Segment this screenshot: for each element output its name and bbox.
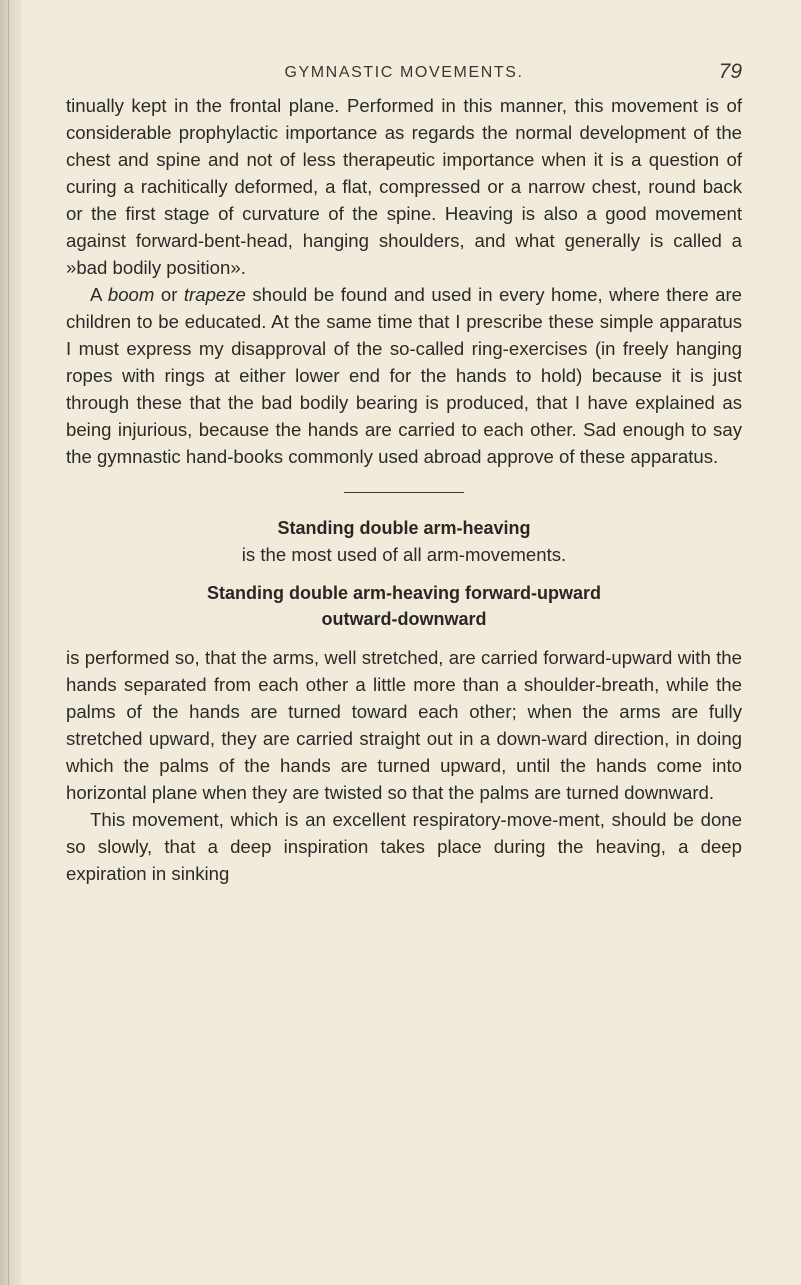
section-subtext: is the most used of all arm-movements. bbox=[241, 544, 567, 565]
term-trapeze: trapeze bbox=[183, 284, 246, 305]
section-divider bbox=[344, 492, 464, 493]
paragraph-continued: tinually kept in the frontal plane. Performed in this manner, this movement is of considerable prophylactic importance as regards the normal development of the chest and spine and not of less therapeutic importance when it is a question of curing a rachitically deformed, a flat, compressed or a narrow chest, round back or the first stage of curvature of the spine. Heaving is also a good movement against forward-bent-head, hanging shoulders, and what generally is called a »bad bodily position». bbox=[66, 95, 742, 278]
section-heading-forward-upward: Standing double arm-heaving forward-upward bbox=[206, 583, 602, 603]
section-heading-outward-downward: outward-downward bbox=[321, 609, 487, 629]
text-lead: A bbox=[90, 284, 108, 305]
running-head bbox=[66, 60, 742, 92]
term-boom: boom bbox=[107, 284, 155, 305]
text-or: or bbox=[154, 284, 184, 305]
paragraph-respiratory: This movement, which is an excellent respiratory-move-ment, should be done so slowly, that a deep inspiration takes place during the heaving, a deep expiration in sinking bbox=[66, 809, 742, 884]
paragraph-boom-trapeze bbox=[66, 281, 742, 470]
page-gutter-shadow bbox=[0, 0, 22, 1285]
book-page bbox=[66, 60, 742, 887]
binding-edge bbox=[8, 0, 9, 1285]
running-title: GYMNASTIC MOVEMENTS. bbox=[284, 64, 524, 81]
page-number: 79 bbox=[718, 60, 742, 83]
section-heading-arm-heaving: Standing double arm-heaving bbox=[277, 518, 531, 538]
paragraph-description: is performed so, that the arms, well stretched, are carried forward-upward with the hands separated from each other a little more than a shoulder-breath, while the palms of the hands are turned toward each other; when the arms are fully stretched upward, they are carried straight out in a down-ward direction, in doing which the palms of the hands are turned upward, until the hands come into horizontal plane when they are twisted so that the palms are turned downward. bbox=[66, 647, 742, 803]
text-rest: should be found and used in every home, where there are children to be educated. At the same time that I prescribe these simple apparatus I must express my disapproval of the so-called ring-exercises (in freely hanging ropes with rings at either lower end for the hands to hold) because it is just through these that the bad bodily bearing is produced, that I have explained as being injurious, because the hands are carried to each other. Sad enough to say the gymnastic hand-books commonly used abroad approve of these apparatus. bbox=[66, 284, 743, 467]
